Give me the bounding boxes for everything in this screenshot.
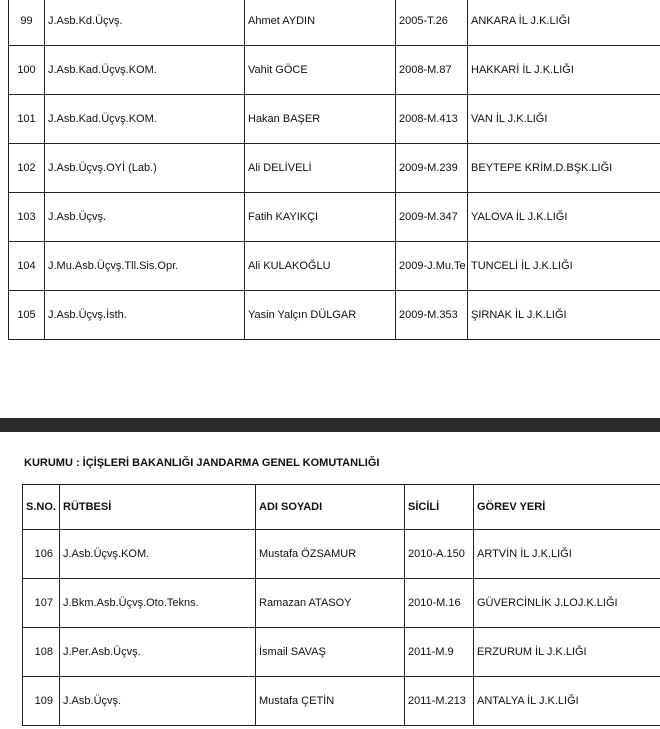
cell-sno: 108	[23, 628, 60, 677]
cell-sno: 109	[23, 677, 60, 726]
table-row	[9, 242, 660, 291]
cell-sno: 101	[9, 95, 45, 144]
cell-registry: 2005-T.26	[396, 0, 468, 46]
cell-rank: J.Asb.Üçvş.OYİ (Lab.)	[45, 144, 245, 193]
table-body	[9, 0, 660, 340]
cell-registry: 2008-M.87	[396, 46, 468, 95]
cell-rank: J.Per.Asb.Üçvş.	[60, 628, 256, 677]
cell-name: Ramazan ATASOY	[256, 579, 405, 628]
cell-sno: 107	[23, 579, 60, 628]
cell-rank: J.Asb.Üçvş.	[45, 193, 245, 242]
cell-post: ANKARA İL J.K.LIĞI	[468, 0, 660, 46]
table-body	[23, 530, 660, 726]
cell-post: YALOVA İL J.K.LIĞI	[468, 193, 660, 242]
cell-sno: 103	[9, 193, 45, 242]
table-header-row	[23, 485, 660, 530]
cell-sno: 105	[9, 291, 45, 340]
cell-post: ERZURUM İL J.K.LIĞI	[474, 628, 660, 677]
cell-post: HAKKARİ İL J.K.LIĞI	[468, 46, 660, 95]
cell-rank: J.Asb.Kad.Üçvş.KOM.	[45, 46, 245, 95]
cell-name: Yasin Yalçın DÜLGAR	[245, 291, 396, 340]
cell-name: Ali KULAKOĞLU	[245, 242, 396, 291]
cell-registry: 2011-M.213	[405, 677, 474, 726]
cell-post: GÜVERCİNLİK J.LOJ.K.LIĞI	[474, 579, 660, 628]
cell-post: TUNCELİ İL J.K.LIĞI	[468, 242, 660, 291]
cell-registry: 2009-J.Mu.Te	[396, 242, 468, 291]
cell-name: İsmail SAVAŞ	[256, 628, 405, 677]
cell-post: BEYTEPE KRİM.D.BŞK.LIĞI	[468, 144, 660, 193]
page-divider	[0, 418, 660, 432]
cell-name: Ali DELİVELİ	[245, 144, 396, 193]
table-row	[9, 291, 660, 340]
agency-heading: KURUMU : İÇİŞLERİ BAKANLIĞI JANDARMA GENEL KOMUTANLIĞI	[24, 457, 380, 469]
header-sno: S.NO.	[23, 485, 60, 530]
cell-registry: 2008-M.413	[396, 95, 468, 144]
cell-registry: 2011-M.9	[405, 628, 474, 677]
header-rank: RÜTBESİ	[60, 485, 256, 530]
table-row	[9, 144, 660, 193]
cell-sno: 102	[9, 144, 45, 193]
cell-post: ANTALYA İL J.K.LIĞI	[474, 677, 660, 726]
header-post: GÖREV YERİ	[474, 485, 660, 530]
cell-rank: J.Asb.Kd.Üçvş.	[45, 0, 245, 46]
personnel-table-upper	[8, 0, 660, 340]
cell-name: Mustafa ÇETİN	[256, 677, 405, 726]
table-row	[9, 193, 660, 242]
cell-sno: 100	[9, 46, 45, 95]
cell-name: Fatih KAYIKÇI	[245, 193, 396, 242]
cell-name: Mustafa ÖZSAMUR	[256, 530, 405, 579]
cell-rank: J.Mu.Asb.Üçvş.Tll.Sis.Opr.	[45, 242, 245, 291]
table-row	[9, 95, 660, 144]
table-row	[9, 0, 660, 46]
document-page-lower	[0, 432, 660, 729]
table-row	[23, 530, 660, 579]
cell-registry: 2010-M.16	[405, 579, 474, 628]
cell-rank: J.Asb.Üçvş.	[60, 677, 256, 726]
table-row	[23, 579, 660, 628]
personnel-table-lower	[22, 484, 660, 726]
cell-sno: 99	[9, 0, 45, 46]
cell-rank: J.Asb.Kad.Üçvş.KOM.	[45, 95, 245, 144]
header-name: ADI SOYADI	[256, 485, 405, 530]
cell-registry: 2010-A.150	[405, 530, 474, 579]
cell-sno: 104	[9, 242, 45, 291]
cell-registry: 2009-M.353	[396, 291, 468, 340]
cell-rank: J.Asb.Üçvş.İsth.	[45, 291, 245, 340]
cell-rank: J.Bkm.Asb.Üçvş.Oto.Tekns.	[60, 579, 256, 628]
table-row	[9, 46, 660, 95]
cell-post: ŞIRNAK İL J.K.LIĞI	[468, 291, 660, 340]
cell-rank: J.Asb.Üçvş.KOM.	[60, 530, 256, 579]
table-row	[23, 628, 660, 677]
header-registry: SİCİLİ	[405, 485, 474, 530]
cell-sno: 106	[23, 530, 60, 579]
cell-name: Vahit GÖCE	[245, 46, 396, 95]
cell-post: ARTVİN İL J.K.LIĞI	[474, 530, 660, 579]
cell-registry: 2009-M.239	[396, 144, 468, 193]
cell-name: Hakan BAŞER	[245, 95, 396, 144]
cell-post: VAN İL J.K.LIĞI	[468, 95, 660, 144]
cell-name: Ahmet AYDIN	[245, 0, 396, 46]
table-row	[23, 677, 660, 726]
cell-registry: 2009-M.347	[396, 193, 468, 242]
